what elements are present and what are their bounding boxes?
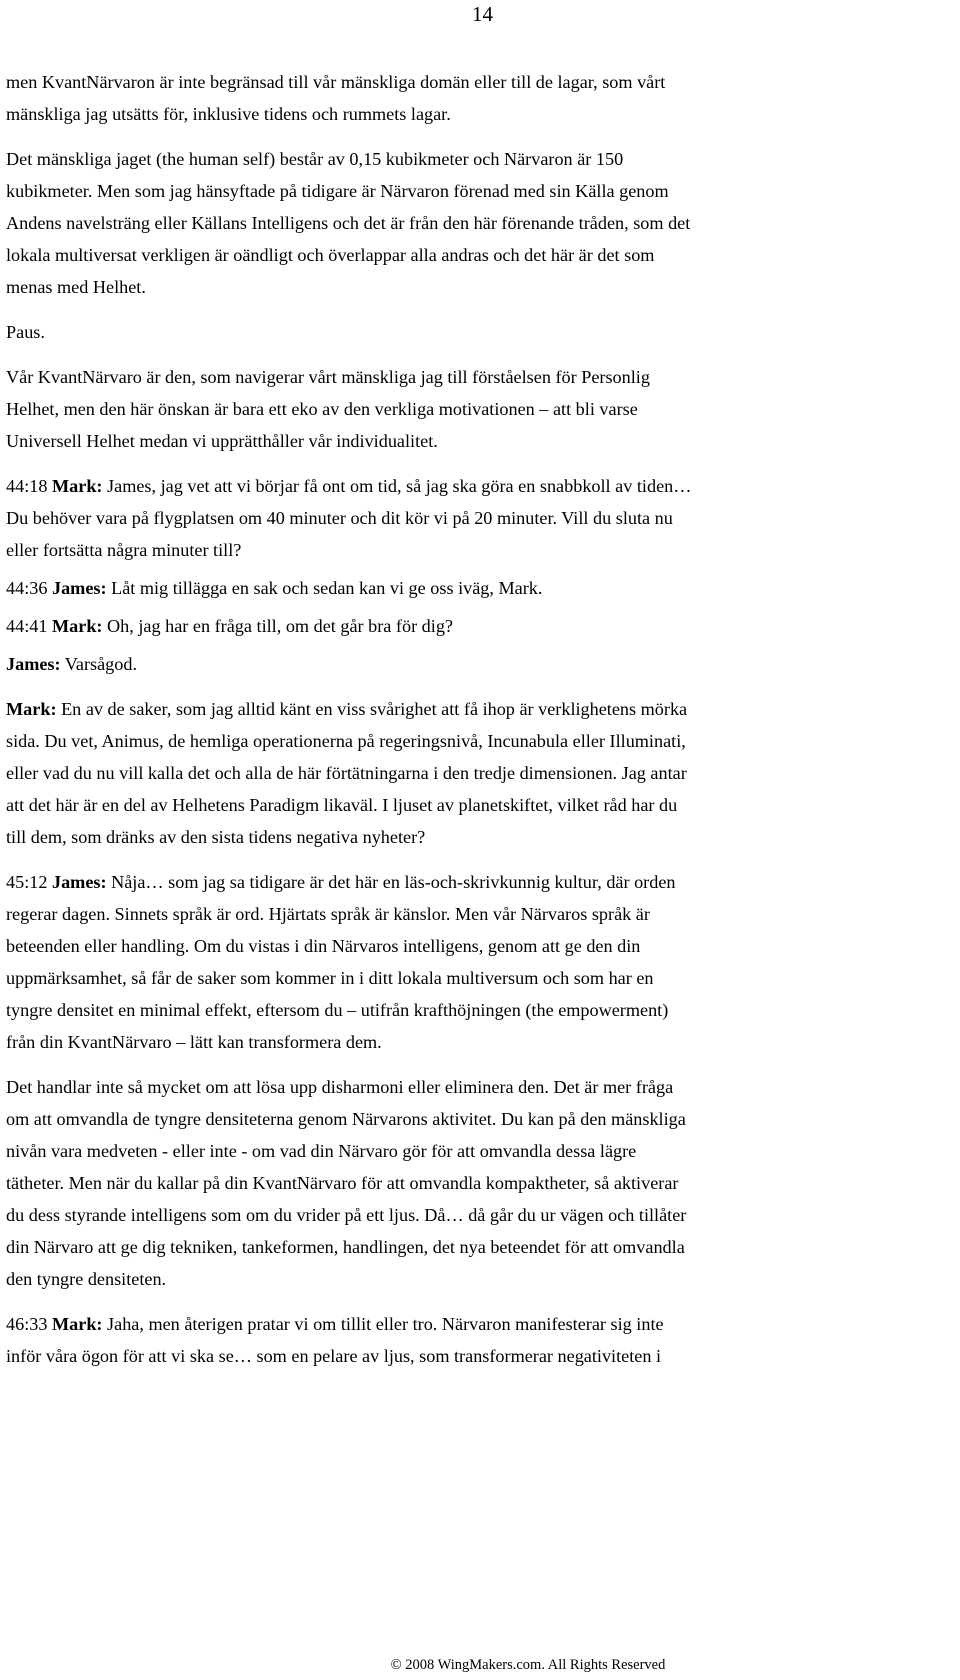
text-segment: 44:41	[6, 616, 52, 636]
text-segment: 44:36	[6, 578, 52, 598]
text-line	[6, 1231, 958, 1263]
text-segment: Det mänskliga jaget (the human self) består av 0,15 kubikmeter och Närvaron är 150	[6, 149, 624, 169]
text-line	[6, 1026, 958, 1058]
paragraph	[6, 143, 958, 303]
text-line	[6, 271, 958, 303]
text-line	[6, 1263, 958, 1295]
text-segment: eller vad du nu vill kalla det och alla de här förtätningarna i den tredje dimensionen. Jag antar	[6, 763, 687, 783]
text-segment: menas med Helhet.	[6, 277, 146, 297]
text-segment: Nåja… som jag sa tidigare är det här en läs-och-skrivkunnig kultur, där orden	[106, 872, 676, 892]
paragraph	[6, 1308, 958, 1372]
text-segment: nivån vara medveten - eller inte - om vad din Närvaro gör för att omvandla dessa lägre	[6, 1141, 637, 1161]
paragraph	[6, 866, 958, 1058]
speaker-name: James:	[51, 578, 107, 598]
speaker-name: James:	[6, 654, 61, 674]
paragraph	[6, 1071, 958, 1295]
text-segment: Oh, jag har en fråga till, om det går bra för dig?	[102, 616, 453, 636]
text-line	[6, 693, 958, 725]
text-segment: till dem, som dränks av den sista tidens negativa nyheter?	[6, 827, 426, 847]
speaker-name: James:	[51, 872, 107, 892]
text-line	[6, 425, 958, 457]
text-segment: du dess styrande intelligens som om du vrider på ett ljus. Då… då går du ur vägen och tillåter	[6, 1205, 687, 1225]
text-line	[6, 239, 958, 271]
speaker-name: Mark:	[51, 476, 103, 496]
text-segment: din Närvaro att ge dig tekniken, tankeformen, handlingen, det nya beteendet för att omvandla	[6, 1237, 685, 1257]
text-segment: 46:33	[6, 1314, 52, 1334]
text-line	[6, 207, 958, 239]
paragraph	[6, 361, 958, 457]
text-line	[6, 316, 958, 348]
text-line	[6, 143, 958, 175]
text-line	[6, 1135, 958, 1167]
text-segment: regerar dagen. Sinnets språk är ord. Hjärtats språk är känslor. Men vår Närvaros språk är	[6, 904, 650, 924]
text-segment: mänskliga jag utsätts för, inklusive tidens och rummets lagar.	[6, 104, 451, 124]
text-segment: Helhet, men den här önskan är bara ett eko av den verkliga motivationen – att bli varse	[6, 399, 638, 419]
text-line	[6, 534, 958, 566]
text-line	[6, 725, 958, 757]
text-segment: James, jag vet att vi börjar få ont om tid, så jag ska göra en snabbkoll av tiden…	[102, 476, 692, 496]
text-line	[6, 962, 958, 994]
paragraph	[6, 610, 958, 642]
text-line	[6, 866, 958, 898]
text-segment: Vår KvantNärvaro är den, som navigerar vårt mänskliga jag till förståelsen för Personlig	[6, 367, 650, 387]
paragraph	[6, 470, 958, 566]
text-segment: tyngre densitet en minimal effekt, eftersom du – utifrån krafthöjningen (the empowerment)	[6, 1000, 669, 1020]
text-segment: men KvantNärvaron är inte begränsad till vår mänskliga domän eller till de lagar, som vårt	[6, 72, 666, 92]
text-segment: Jaha, men återigen pratar vi om tillit eller tro. Närvaron manifesterar sig inte	[102, 1314, 664, 1334]
text-line	[6, 610, 958, 642]
text-segment: Det handlar inte så mycket om att lösa upp disharmoni eller eliminera den. Det är mer fråga	[6, 1077, 674, 1097]
text-segment: eller fortsätta några minuter till?	[6, 540, 242, 560]
copyright-footer: © 2008 WingMakers.com. All Rights Reserved	[390, 1657, 666, 1673]
text-line	[6, 361, 958, 393]
paragraph	[6, 572, 958, 604]
text-line	[6, 1071, 958, 1103]
text-segment: beteenden eller handling. Om du vistas i din Närvaros intelligens, genom att ge den din	[6, 936, 641, 956]
text-segment: sida. Du vet, Animus, de hemliga operationerna på regeringsnivå, Incunabula eller Illuminati,	[6, 731, 686, 751]
speaker-name: Mark:	[6, 699, 57, 719]
text-segment: Du behöver vara på flygplatsen om 40 minuter och dit kör vi på 20 minuter. Vill du sluta nu	[6, 508, 673, 528]
text-segment: inför våra ögon för att vi ska se… som en pelare av ljus, som transformerar negativiteten i	[6, 1346, 662, 1366]
text-line	[6, 1340, 958, 1372]
text-segment: kubikmeter. Men som jag hänsyftade på tidigare är Närvaron förenad med sin Källa genom	[6, 181, 669, 201]
document-body	[6, 66, 958, 1385]
text-line	[6, 1308, 958, 1340]
text-line	[6, 393, 958, 425]
text-segment: från din KvantNärvaro – lätt kan transformera dem.	[6, 1032, 382, 1052]
speaker-name: Mark:	[51, 616, 103, 636]
text-segment: tätheter. Men när du kallar på din KvantNärvaro för att omvandla kompaktheter, så aktiverar	[6, 1173, 679, 1193]
text-segment: En av de saker, som jag alltid känt en viss svårighet att få ihop är verklighetens mörka	[56, 699, 688, 719]
text-segment: Universell Helhet medan vi upprätthåller vår individualitet.	[6, 431, 438, 451]
text-line	[6, 1103, 958, 1135]
text-line	[6, 994, 958, 1026]
text-segment: 44:18	[6, 476, 52, 496]
paragraph	[6, 316, 958, 348]
text-segment: Paus.	[6, 322, 45, 342]
paragraph	[6, 66, 958, 130]
text-segment: att det här är en del av Helhetens Paradigm likaväl. I ljuset av planetskiftet, vilket råd har du	[6, 795, 678, 815]
paragraph	[6, 648, 958, 680]
text-segment: om att omvandla de tyngre densiteterna genom Närvarons aktivitet. Du kan på den mänskliga	[6, 1109, 686, 1129]
text-segment: Andens navelsträng eller Källans Intelligens och det är från den här förenande tråden, som det	[6, 213, 691, 233]
text-line	[6, 648, 958, 680]
text-segment: uppmärksamhet, så får de saker som kommer in i ditt lokala multiversum och som har en	[6, 968, 654, 988]
speaker-name: Mark:	[51, 1314, 103, 1334]
text-line	[6, 98, 958, 130]
text-line	[6, 1167, 958, 1199]
text-segment: Låt mig tillägga en sak och sedan kan vi ge oss iväg, Mark.	[106, 578, 543, 598]
text-line	[6, 757, 958, 789]
text-line	[6, 930, 958, 962]
text-line	[6, 502, 958, 534]
page-number: 14	[472, 2, 493, 26]
text-segment: lokala multiversat verkligen är oändligt och överlappar alla andras och det här är det som	[6, 245, 655, 265]
text-segment: 45:12	[6, 872, 52, 892]
text-line	[6, 66, 958, 98]
paragraph	[6, 693, 958, 853]
text-segment: Varsågod.	[60, 654, 137, 674]
text-line	[6, 1199, 958, 1231]
text-line	[6, 572, 958, 604]
text-line	[6, 898, 958, 930]
text-line	[6, 789, 958, 821]
text-line	[6, 175, 958, 207]
text-line	[6, 470, 958, 502]
text-line	[6, 821, 958, 853]
text-segment: den tyngre densiteten.	[6, 1269, 167, 1289]
